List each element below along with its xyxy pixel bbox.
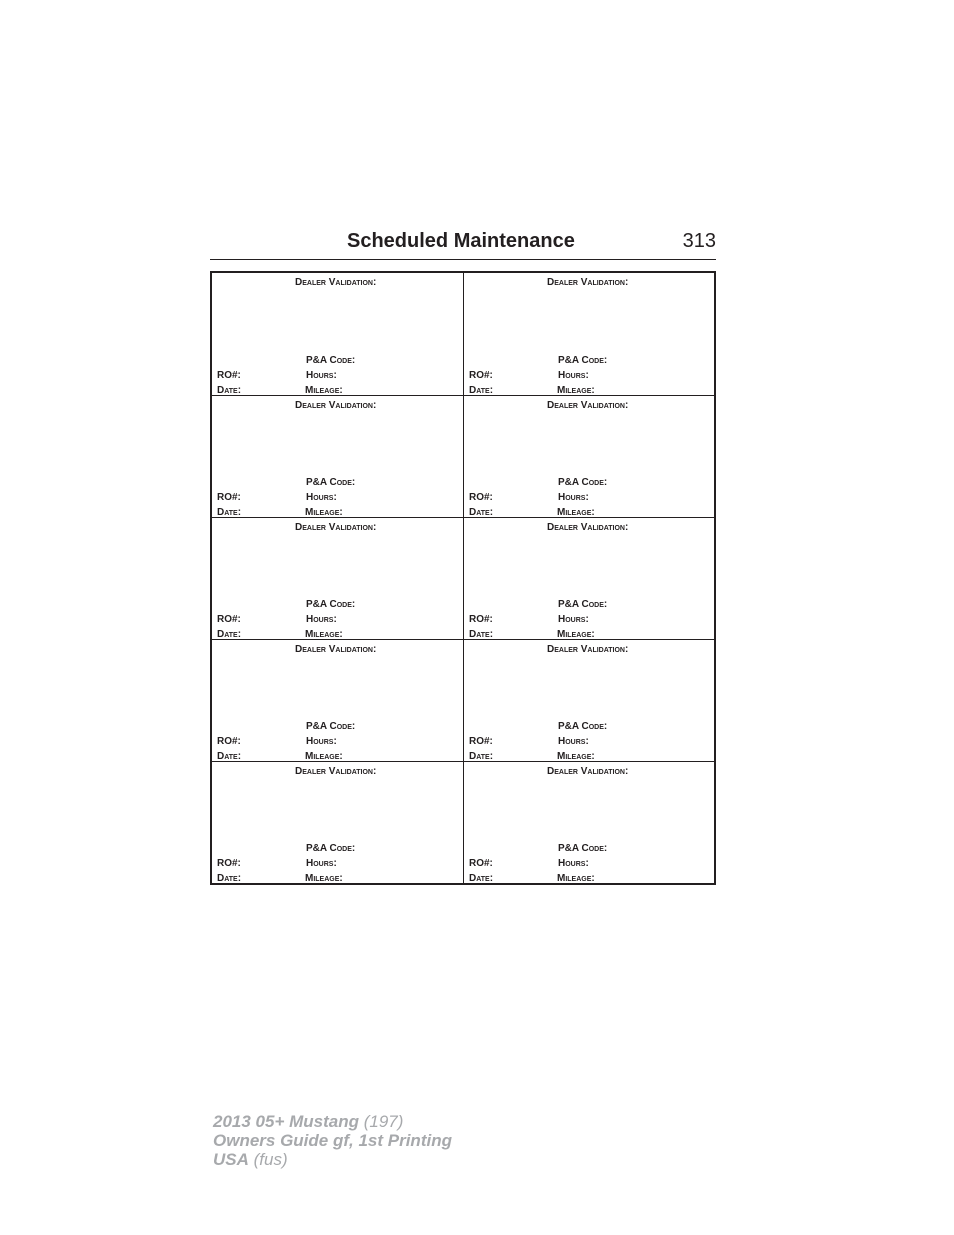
hours-label: Hours: <box>306 858 337 869</box>
maintenance-record-cell <box>463 273 714 395</box>
pa-code-label: P&A Code: <box>558 599 608 610</box>
hours-label: Hours: <box>558 736 589 747</box>
date-label: Date: <box>217 873 242 884</box>
dealer-validation-label: Dealer Validation: <box>547 644 629 655</box>
ro-number-label: RO#: <box>469 736 493 747</box>
mileage-label: Mileage: <box>557 385 595 396</box>
mileage-label: Mileage: <box>305 507 343 518</box>
ro-number-label: RO#: <box>469 492 493 503</box>
dealer-validation-label: Dealer Validation: <box>547 766 629 777</box>
page-number: 313 <box>682 230 716 252</box>
ro-number-label: RO#: <box>217 736 241 747</box>
date-label: Date: <box>217 751 242 762</box>
pa-code-label: P&A Code: <box>306 843 356 854</box>
dealer-validation-label: Dealer Validation: <box>295 766 377 777</box>
date-label: Date: <box>217 507 242 518</box>
dealer-validation-label: Dealer Validation: <box>295 277 377 288</box>
section-title: Scheduled Maintenance <box>347 230 575 252</box>
ro-number-label: RO#: <box>217 858 241 869</box>
mileage-label: Mileage: <box>305 873 343 884</box>
maintenance-record-grid <box>210 271 716 885</box>
dealer-validation-label: Dealer Validation: <box>547 522 629 533</box>
pa-code-label: P&A Code: <box>558 721 608 732</box>
dealer-validation-label: Dealer Validation: <box>547 400 629 411</box>
maintenance-record-cell <box>212 639 463 761</box>
ro-number-label: RO#: <box>469 370 493 381</box>
mileage-label: Mileage: <box>305 751 343 762</box>
date-label: Date: <box>469 385 494 396</box>
dealer-validation-label: Dealer Validation: <box>295 522 377 533</box>
footer-model: 2013 05+ Mustang <box>213 1112 359 1131</box>
mileage-label: Mileage: <box>557 507 595 518</box>
mileage-label: Mileage: <box>305 629 343 640</box>
pa-code-label: P&A Code: <box>306 721 356 732</box>
footer-line-3 <box>213 1150 452 1169</box>
hours-label: Hours: <box>306 492 337 503</box>
mileage-label: Mileage: <box>305 385 343 396</box>
hours-label: Hours: <box>558 492 589 503</box>
dealer-validation-label: Dealer Validation: <box>295 400 377 411</box>
footer-region-code: (fus) <box>248 1150 288 1169</box>
maintenance-record-cell <box>463 639 714 761</box>
hours-label: Hours: <box>306 614 337 625</box>
hours-label: Hours: <box>558 614 589 625</box>
pa-code-label: P&A Code: <box>306 355 356 366</box>
maintenance-record-cell <box>212 761 463 883</box>
ro-number-label: RO#: <box>217 614 241 625</box>
maintenance-record-cell <box>463 761 714 883</box>
ro-number-label: RO#: <box>469 858 493 869</box>
pa-code-label: P&A Code: <box>558 355 608 366</box>
date-label: Date: <box>469 873 494 884</box>
date-label: Date: <box>469 629 494 640</box>
hours-label: Hours: <box>306 736 337 747</box>
date-label: Date: <box>469 751 494 762</box>
date-label: Date: <box>217 385 242 396</box>
pa-code-label: P&A Code: <box>558 477 608 488</box>
hours-label: Hours: <box>558 370 589 381</box>
hours-label: Hours: <box>306 370 337 381</box>
maintenance-record-cell <box>212 395 463 517</box>
maintenance-record-cell <box>212 517 463 639</box>
footer-region: USA <box>213 1150 249 1169</box>
footer-model-code: (197) <box>359 1112 404 1131</box>
pa-code-label: P&A Code: <box>306 477 356 488</box>
date-label: Date: <box>469 507 494 518</box>
footer-line-1 <box>213 1112 452 1131</box>
date-label: Date: <box>217 629 242 640</box>
footer-line-2 <box>213 1131 452 1150</box>
document-footer <box>213 1112 452 1169</box>
ro-number-label: RO#: <box>217 492 241 503</box>
mileage-label: Mileage: <box>557 751 595 762</box>
dealer-validation-label: Dealer Validation: <box>547 277 629 288</box>
mileage-label: Mileage: <box>557 873 595 884</box>
mileage-label: Mileage: <box>557 629 595 640</box>
footer-guide: Owners Guide gf, 1st Printing <box>213 1131 452 1150</box>
pa-code-label: P&A Code: <box>558 843 608 854</box>
ro-number-label: RO#: <box>217 370 241 381</box>
dealer-validation-label: Dealer Validation: <box>295 644 377 655</box>
ro-number-label: RO#: <box>469 614 493 625</box>
page-header <box>210 228 716 260</box>
hours-label: Hours: <box>558 858 589 869</box>
maintenance-record-cell <box>212 273 463 395</box>
maintenance-record-cell <box>463 395 714 517</box>
pa-code-label: P&A Code: <box>306 599 356 610</box>
maintenance-record-cell <box>463 517 714 639</box>
